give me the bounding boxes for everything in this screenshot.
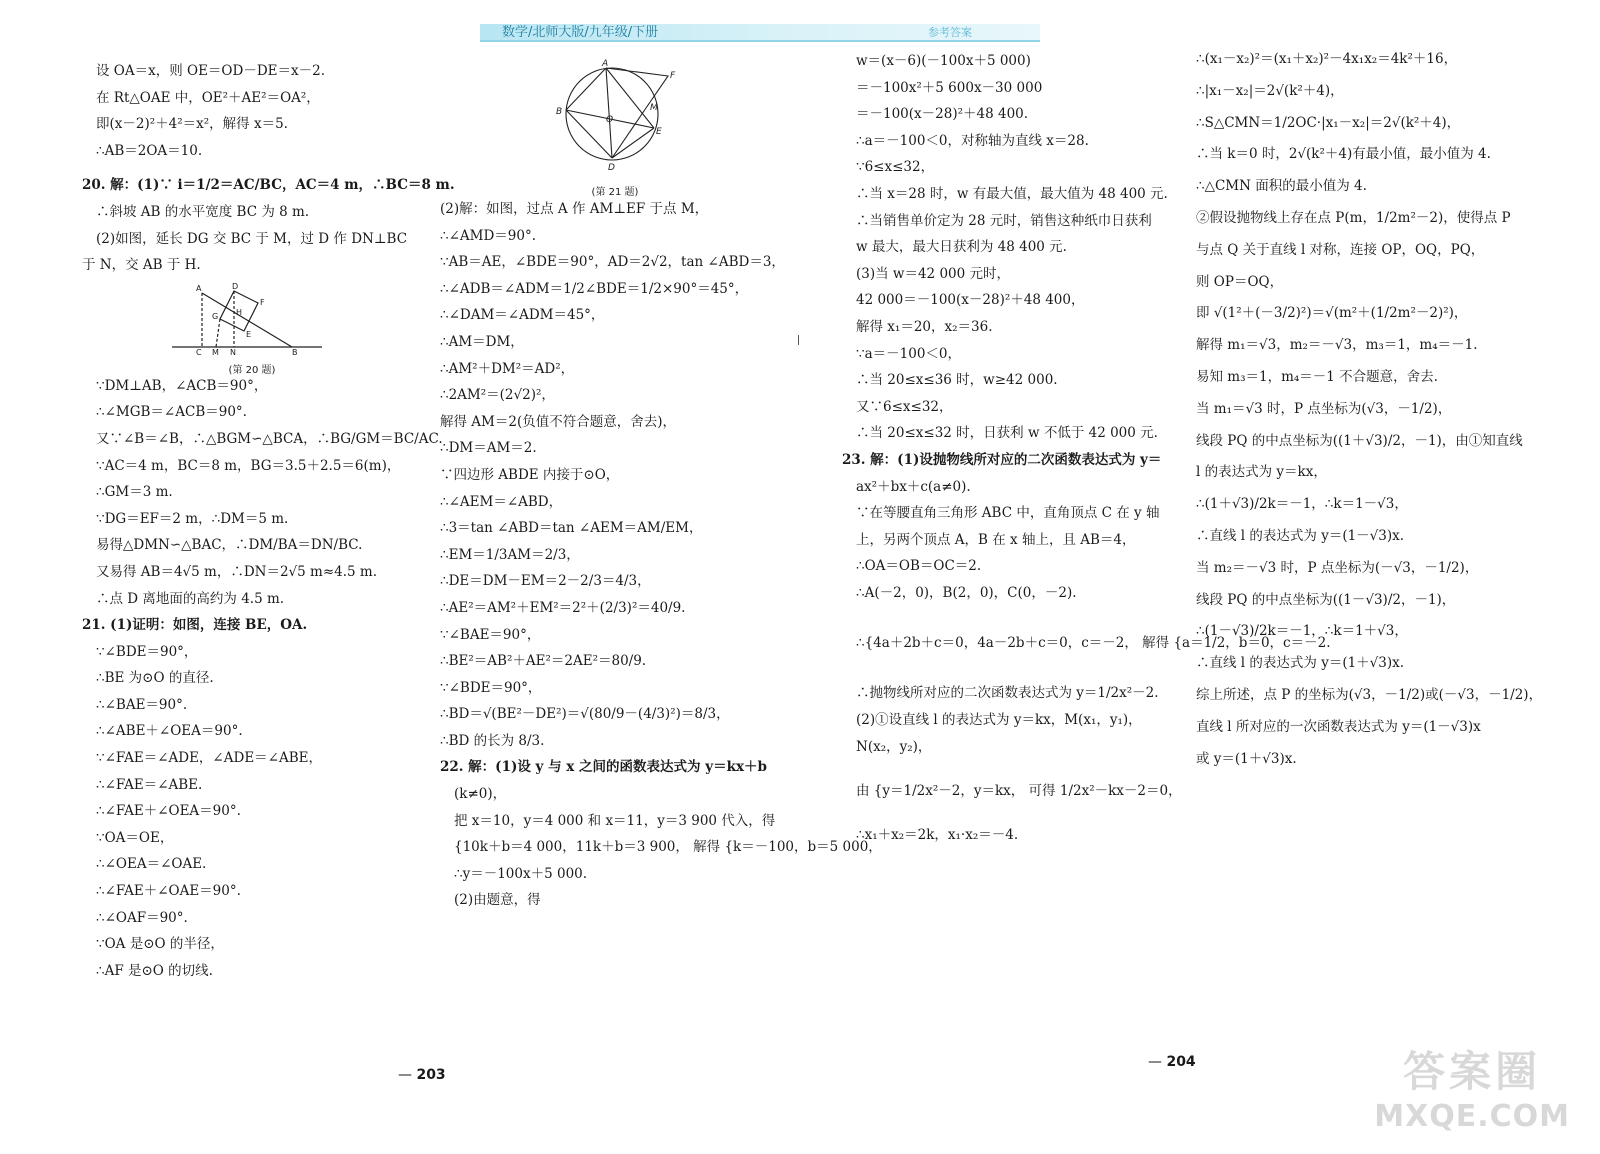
text-line: 于 N，交 AB 于 H. [82,257,201,274]
page-number-left: — 203 [398,1067,446,1083]
text-line: 又∵∠B＝∠B，∴△BGM∽△BCA，∴BG/GM＝BC/AC. [96,430,443,447]
column-1 [82,58,455,984]
column-2 [440,58,882,914]
text-line: 易知 m₃＝1，m₄＝－1 不合题意，舍去. [1196,368,1438,385]
label-m: M [650,103,658,113]
text-line: ∴直线 l 的表达式为 y＝(1－√3)x. [1196,527,1405,544]
text-line: ②假设抛物线上存在点 P(m，1/2m²－2)，使得点 P [1196,209,1511,226]
text-line: ∴BE 为⊙O 的直径. [96,670,214,687]
text-line: 当 m₁＝√3 时，P 点坐标为(√3，－1/2)， [1196,400,1452,417]
text-line: ∵DG＝EF＝2 m，∴DM＝5 m. [96,510,289,527]
label-m: M [212,347,219,355]
text-line: (2)由题意，得 [454,892,541,909]
text-line: ∵四边形 ABDE 内接于⊙O， [440,466,620,483]
label-c: C [196,347,202,355]
text-line: ∴y＝－100x＋5 000. [454,865,588,882]
text-line: (k≠0)， [454,786,507,803]
text-line: ∴(x₁－x₂)²＝(x₁＋x₂)²－4x₁x₂＝4k²＋16， [1196,51,1458,67]
text-line: ∴∠FAE＋∠OEA＝90°. [96,803,241,820]
text-line: ∴(1－√3)/2k＝－1，∴k＝1＋√3， [1196,623,1408,640]
text-line: ∴OA＝OB＝OC＝2. [856,558,982,575]
circle-diagram [550,58,680,176]
text-line: 解得 AM＝2(负值不符合题意，舍去)， [440,413,676,430]
text-line: 解得 x₁＝20，x₂＝36. [856,318,993,335]
text-line: {10k＋b＝4 000，11k＋b＝3 900， 解得 {k＝－100，b＝5 000， [454,839,882,856]
text-line: ∵AB＝AE，∠BDE＝90°，AD＝2√2，tan ∠ABD＝3， [440,254,785,271]
text-line: 线段 PQ 的中点坐标为((1＋√3)/2，－1)，由①知直线 [1196,432,1523,449]
text-line: ∴A(－2，0)，B(2，0)，C(0，－2). [856,584,1077,601]
text-line: ∵在等腰直角三角形 ABC 中，直角顶点 C 在 y 轴 [856,505,1160,522]
text-line: ∵AC＝4 m，BC＝8 m，BG＝3.5＋2.5＝6(m)， [96,457,401,474]
text-line: ∵∠BDE＝90°， [96,643,198,660]
text-line: ∴当 x＝28 时，w 有最大值，最大值为 48 400 元. [856,185,1168,202]
text-line: ∴|x₁－x₂|＝2√(k²＋4)， [1196,82,1344,99]
figure-21 [440,58,790,196]
text-line: 把 x＝10，y＝4 000 和 x＝11，y＝3 900 代入，得 [454,812,776,829]
text-line: 在 Rt△OAE 中，OE²＋AE²＝OA²， [96,89,320,106]
problem-20-line: 20. 解：(1)∵ i＝1/2＝AC/BC，AC＝4 m，∴BC＝8 m. [82,177,455,194]
text-line: 当 m₂＝－√3 时，P 点坐标为(－√3，－1/2)， [1196,559,1479,576]
text-line: ＝－100x²＋5 600x－30 000 [856,79,1043,96]
text-line: ∴2AM²＝(2√2)²， [440,387,555,404]
text-line: ∴∠ABE＋∠OEA＝90°. [96,723,243,740]
text-line: ∴AM²＋DM²＝AD²， [440,360,575,377]
text-line: ∵a＝－100＜0， [856,345,961,362]
header-right: 参考答案 [928,26,972,39]
text-line: ∴BE²＝AB²＋AE²＝2AE²＝80/9. [440,653,647,670]
text-line: ∴∠MGB＝∠ACB＝90°. [96,404,247,421]
text-line: 又易得 AB＝4√5 m，∴DN＝2√5 m≈4.5 m. [96,563,378,580]
label-g: G [212,311,219,321]
text-line: 线段 PQ 的中点坐标为((1－√3)/2，－1)， [1196,591,1456,608]
text-line: ∴a＝－100＜0，对称轴为直线 x＝28. [856,132,1089,149]
equation-system: 由 {y＝1/2x²－2，y＝kx， 可得 1/2x²－kx－2＝0， [856,783,1182,800]
text-line: ∴点 D 离地面的高约为 4.5 m. [96,590,285,607]
text-line: 直线 l 所对应的一次函数表达式为 y＝(1－√3)x [1196,718,1481,735]
text-line: 综上所述，点 P 的坐标为(√3，－1/2)或(－√3，－1/2)， [1196,686,1543,703]
text-line: ∴BD 的长为 8/3. [440,732,545,749]
text-line: ∵∠BAE＝90°， [440,626,541,643]
text-line: ∴GM＝3 m. [96,484,173,501]
text-line: ∴EM＝1/3AM＝2/3， [440,546,580,563]
text-line: ∴当销售单价定为 28 元时，销售这种纸巾日获利 [856,212,1152,229]
label-f: F [260,297,265,307]
label-b: B [556,107,563,117]
text-line: ∴DM＝AM＝2. [440,440,537,457]
label-h: H [236,307,243,317]
text-line: ∵OA 是⊙O 的半径， [96,936,224,953]
text-line: 又∵6≤x≤32， [856,398,953,415]
text-line: (2)①设直线 l 的表达式为 y＝kx，M(x₁，y₁)， [856,712,1142,729]
text-line: 则 OP＝OQ， [1196,273,1284,290]
text-line: ∴直线 l 的表达式为 y＝(1＋√3)x. [1196,655,1405,672]
label-n: N [230,347,236,355]
column-4 [1196,44,1566,775]
text-line: ∴(1＋√3)/2k＝－1，∴k＝1－√3， [1196,496,1408,513]
text-line: ∴∠AEM＝∠ABD， [440,493,563,510]
text-line: ∴x₁＋x₂＝2k，x₁·x₂＝－4. [856,827,1019,844]
text-line: ∴∠DAM＝∠ADM＝45°， [440,307,605,324]
label-e: E [656,127,662,137]
text-line: 即(x－2)²＋4²＝x²，解得 x＝5. [96,116,288,133]
text-line: ∴3＝tan ∠ABD＝tan ∠AEM＝AM/EM， [440,520,703,537]
text-line: ax²＋bx＋c(a≠0). [856,478,971,495]
watermark-bottom: MXQE.COM [1374,1099,1570,1134]
problem-21-line: 21. (1)证明：如图，连接 BE，OA. [82,617,308,634]
text-line: ∵∠FAE＝∠ADE，∠ADE＝∠ABE， [96,750,323,767]
page-number-right: — 204 [1148,1054,1196,1070]
text-line: ∵∠BDE＝90°， [440,679,542,696]
text-line: ∵OA＝OE， [96,829,174,846]
text-line: ∴当 20≤x≤36 时，w≥42 000. [856,372,1058,389]
text-line: ∴AB＝2OA＝10. [96,142,203,159]
figure-20 [82,281,422,377]
text-line: ∴斜坡 AB 的水平宽度 BC 为 8 m. [96,203,310,220]
text-line: ∴当 k＝0 时，2√(k²＋4)有最小值，最小值为 4. [1196,146,1491,163]
text-line: l 的表达式为 y＝kx， [1196,464,1327,481]
text-line: 解得 m₁＝√3，m₂＝－√3，m₃＝1，m₄＝－1. [1196,337,1478,354]
text-line: ∴AE²＝AM²＋EM²＝2²＋(2/3)²＝40/9. [440,599,686,616]
text-line: ∴AM＝DM， [440,333,524,350]
text-line: ∴△CMN 面积的最小值为 4. [1196,178,1367,195]
text-line: 上，另两个顶点 A，B 在 x 轴上，且 AB＝4， [856,531,1136,548]
text-line: ∴DE＝DM－EM＝2－2/3＝4/3， [440,573,651,590]
text-line: ∴∠OAF＝90°. [96,909,188,926]
text-line: (2)解：如图，过点 A 作 AM⊥EF 于点 M， [440,201,709,217]
text-line: ∴∠ADB＝∠ADM＝1/2∠BDE＝1/2×90°＝45°， [440,280,749,297]
text-line: w 最大，最大日获利为 48 400 元. [856,239,1067,256]
text-line: 与点 Q 关于直线 l 对称，连接 OP，OQ，PQ， [1196,241,1485,258]
label-a: A [196,283,202,293]
text-line: ∴∠FAE＝∠ABE. [96,776,203,793]
label-d: D [232,281,239,291]
slope-diagram [172,281,332,355]
text-line: ∴∠OEA＝∠OAE. [96,856,207,873]
label-b: B [292,347,298,355]
label-f: F [670,71,676,81]
figure-21-caption: (第 21 题) [591,186,639,198]
equation-system: ∴{4a＋2b＋c＝0，4a－2b＋c＝0，c＝－2， 解得 {a＝1/2，b＝0，c＝－2. [856,635,1331,652]
text-line: N(x₂，y₂)， [856,738,932,755]
text-line: (2)如图，延长 DG 交 BC 于 M，过 D 作 DN⊥BC [96,230,408,247]
label-a: A [602,59,609,69]
text-line: ∵6≤x≤32， [856,159,935,176]
text-line: 或 y＝(1＋√3)x. [1196,750,1297,767]
column-divider-mark [798,335,799,345]
page-header [480,24,1040,42]
watermark-top: 答案圈 [1403,1047,1542,1096]
text-line: ∴当 20≤x≤32 时，日获利 w 不低于 42 000 元. [856,425,1158,442]
text-line: (3)当 w＝42 000 元时， [856,265,1010,282]
text-line: ∴BD＝√(BE²－DE²)＝√(80/9－(4/3)²)＝8/3， [440,706,730,723]
label-d: D [608,163,615,173]
problem-22-line: 22. 解：(1)设 y 与 x 之间的函数表达式为 y＝kx＋b [440,759,767,776]
text-line: 即 √(1²＋(－3/2)²)＝√(m²＋(1/2m²－2)²)， [1196,305,1468,322]
label-e: E [246,329,252,339]
text-line: ∴AF 是⊙O 的切线. [96,962,213,979]
text-line: ∵DM⊥AB，∠ACB＝90°， [96,377,268,394]
text-line: 42 000＝－100(x－28)²＋48 400， [856,292,1085,309]
text-line: ∴∠BAE＝90°. [96,696,188,713]
figure-20-caption: (第 20 题) [228,365,276,377]
text-line: ∴抛物线所对应的二次函数表达式为 y＝1/2x²－2. [856,685,1159,702]
problem-23-line: 23. 解：(1)设抛物线所对应的二次函数表达式为 y＝ [842,451,1162,468]
site-watermark [1374,1039,1570,1134]
label-o: O [606,115,614,125]
header-title: 数学/北师大版/九年级/下册 [502,25,659,40]
text-line: ＝－100(x－28)²＋48 400. [856,106,1029,123]
text-line: ∴∠FAE＋∠OAE＝90°. [96,883,241,900]
text-line: w＝(x－6)(－100x＋5 000) [856,53,1031,69]
text-line: 设 OA＝x，则 OE＝OD－DE＝x－2. [96,63,325,79]
text-line: ∴∠AMD＝90°. [440,227,537,244]
text-line: ∴S△CMN＝1/2OC·|x₁－x₂|＝2√(k²＋4)， [1196,114,1461,131]
text-line: 易得△DMN∽△BAC，∴DM/BA＝DN/BC. [96,537,363,554]
